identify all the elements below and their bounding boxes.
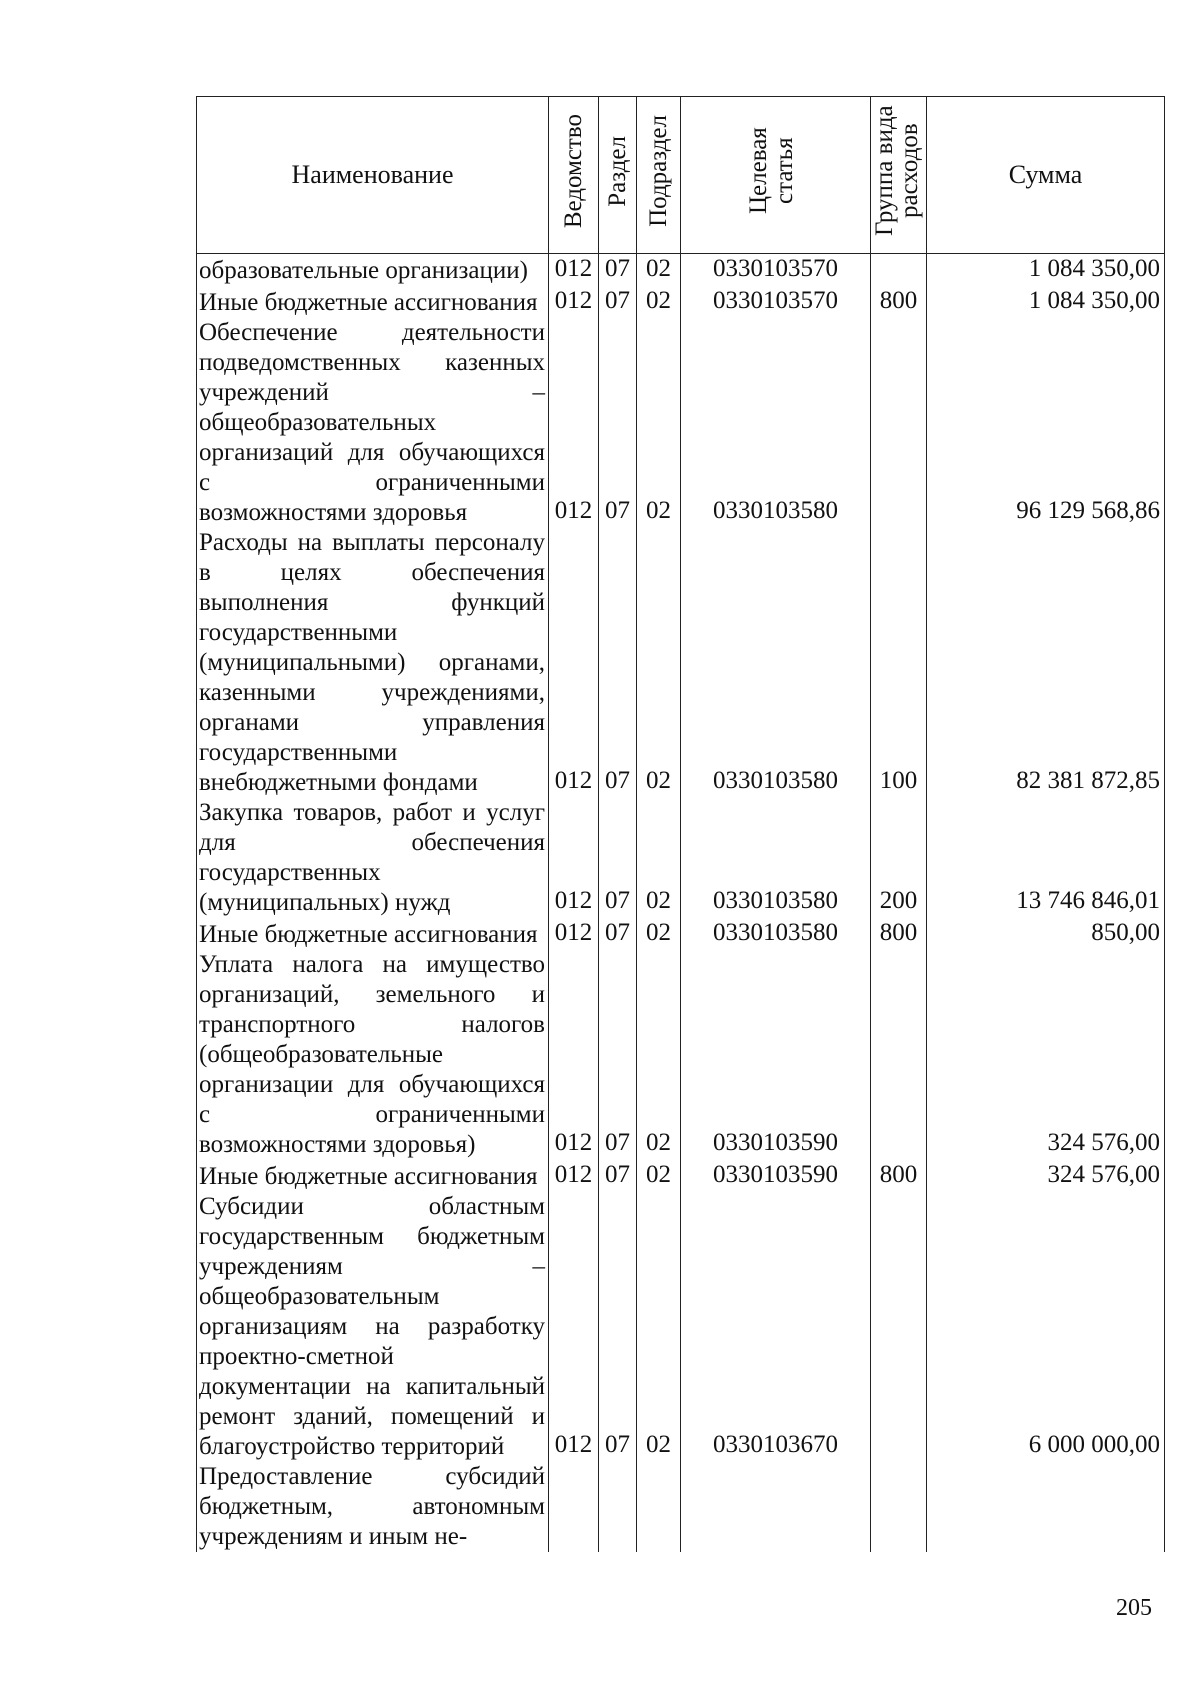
- row-name: Уплата налога на имущество организаций, земельного и транспортного налогов (общеобразовательные организации для обучающихся с ограниченными возможностями здоровья): [197, 950, 549, 1160]
- row-expense-group: [871, 318, 927, 528]
- table-row: [197, 1160, 1165, 1192]
- table-row: [197, 1192, 1165, 1462]
- row-target-article: 0330103580: [681, 528, 871, 798]
- row-name: Предоставление субсидий бюджетным, автономным учреждениям и иным не-: [197, 1462, 549, 1552]
- row-section: 07: [599, 286, 637, 318]
- row-target-article: 0330103580: [681, 798, 871, 918]
- row-amount: 324 576,00: [927, 1160, 1165, 1192]
- row-target-article: 0330103590: [681, 1160, 871, 1192]
- row-name: Иные бюджетные ассигнования: [197, 918, 549, 950]
- row-expense-group: 100: [871, 528, 927, 798]
- row-section: 07: [599, 254, 637, 287]
- row-department: 012: [549, 1192, 599, 1462]
- row-subsection: 02: [637, 950, 681, 1160]
- header-name: Наименование: [197, 97, 549, 254]
- row-department: [549, 1462, 599, 1552]
- row-section: 07: [599, 1192, 637, 1462]
- table-row: [197, 318, 1165, 528]
- row-subsection: 02: [637, 528, 681, 798]
- row-target-article: 0330103570: [681, 254, 871, 287]
- row-amount: 82 381 872,85: [927, 528, 1165, 798]
- page-number: 205: [1116, 1595, 1152, 1621]
- row-name: Расходы на выплаты персоналу в целях обеспечения выполнения функций государственными (муниципальными) органами, казенными учреждениями, органами управления государственными внебюджетными фондами: [197, 528, 549, 798]
- row-amount: 1 084 350,00: [927, 286, 1165, 318]
- row-expense-group: [871, 1462, 927, 1552]
- row-section: 07: [599, 528, 637, 798]
- header-amount: Сумма: [927, 97, 1165, 254]
- row-name: Иные бюджетные ассигнования: [197, 286, 549, 318]
- row-subsection: 02: [637, 286, 681, 318]
- budget-table: [196, 96, 1165, 1552]
- row-department: 012: [549, 318, 599, 528]
- header-section: Раздел: [599, 97, 637, 254]
- row-target-article: 0330103590: [681, 950, 871, 1160]
- header-target-article: Целевая статья: [681, 97, 871, 254]
- row-department: 012: [549, 528, 599, 798]
- row-expense-group: [871, 254, 927, 287]
- row-expense-group: 800: [871, 286, 927, 318]
- row-expense-group: 800: [871, 918, 927, 950]
- row-section: 07: [599, 318, 637, 528]
- row-section: 07: [599, 798, 637, 918]
- row-expense-group: [871, 950, 927, 1160]
- row-amount: 6 000 000,00: [927, 1192, 1165, 1462]
- row-expense-group: [871, 1192, 927, 1462]
- row-department: 012: [549, 254, 599, 287]
- header-subsection: Подраздел: [637, 97, 681, 254]
- row-subsection: 02: [637, 1192, 681, 1462]
- row-amount: [927, 1462, 1165, 1552]
- row-section: 07: [599, 950, 637, 1160]
- row-section: [599, 1462, 637, 1552]
- row-name: образовательные организации): [197, 254, 549, 287]
- row-amount: 96 129 568,86: [927, 318, 1165, 528]
- row-expense-group: 800: [871, 1160, 927, 1192]
- row-target-article: 0330103580: [681, 918, 871, 950]
- row-expense-group: 200: [871, 798, 927, 918]
- row-amount: 13 746 846,01: [927, 798, 1165, 918]
- row-section: 07: [599, 918, 637, 950]
- table-body: [197, 254, 1165, 1553]
- row-subsection: 02: [637, 318, 681, 528]
- row-name: Иные бюджетные ассигнования: [197, 1160, 549, 1192]
- row-department: 012: [549, 950, 599, 1160]
- row-department: 012: [549, 286, 599, 318]
- row-amount: 324 576,00: [927, 950, 1165, 1160]
- row-amount: 850,00: [927, 918, 1165, 950]
- table-row: [197, 918, 1165, 950]
- table-row: [197, 1462, 1165, 1552]
- row-section: 07: [599, 1160, 637, 1192]
- table-row: [197, 286, 1165, 318]
- row-name: Обеспечение деятельности подведомственных казенных учреждений – общеобразовательных организаций для обучающихся с ограниченными возможностями здоровья: [197, 318, 549, 528]
- row-subsection: 02: [637, 798, 681, 918]
- row-target-article: [681, 1462, 871, 1552]
- table-row: [197, 798, 1165, 918]
- table-row: [197, 528, 1165, 798]
- row-name: Закупка товаров, работ и услуг для обеспечения государственных (муниципальных) нужд: [197, 798, 549, 918]
- table-row: [197, 950, 1165, 1160]
- header-department: Ведомство: [549, 97, 599, 254]
- row-subsection: [637, 1462, 681, 1552]
- row-department: 012: [549, 1160, 599, 1192]
- row-amount: 1 084 350,00: [927, 254, 1165, 287]
- row-subsection: 02: [637, 254, 681, 287]
- row-subsection: 02: [637, 918, 681, 950]
- row-name: Субсидии областным государственным бюджетным учреждениям – общеобразовательным организациям на разработку проектно-сметной документации на капитальный ремонт зданий, помещений и благоустройство территорий: [197, 1192, 549, 1462]
- table-header: [197, 97, 1165, 254]
- row-target-article: 0330103580: [681, 318, 871, 528]
- row-department: 012: [549, 798, 599, 918]
- row-target-article: 0330103570: [681, 286, 871, 318]
- row-target-article: 0330103670: [681, 1192, 871, 1462]
- row-department: 012: [549, 918, 599, 950]
- row-subsection: 02: [637, 1160, 681, 1192]
- header-expense-group: Группа вида расходов: [871, 97, 927, 254]
- table-row: [197, 254, 1165, 287]
